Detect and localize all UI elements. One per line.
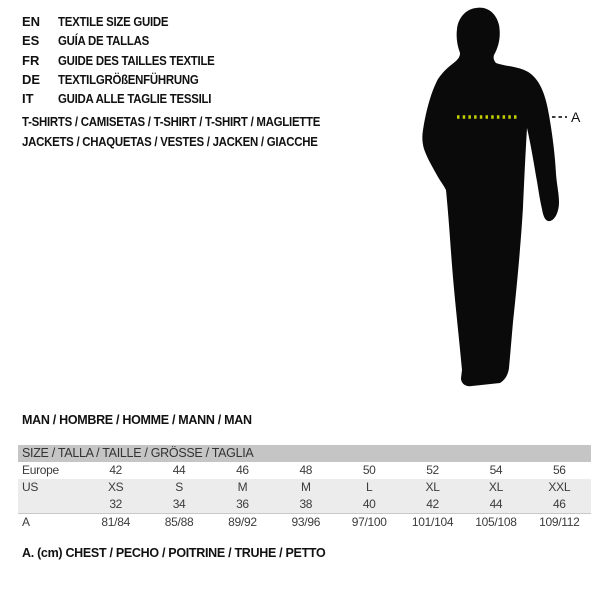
language-label: GUIDA ALLE TAGLIE TESSILI — [58, 91, 212, 107]
table-cell: 40 — [362, 497, 376, 511]
table-cell: M — [300, 480, 311, 494]
measure-label-a: A — [571, 109, 581, 125]
language-code: DE — [22, 72, 41, 88]
table-cell: XL — [425, 480, 440, 494]
table-cell: 97/100 — [351, 515, 387, 529]
table-cell: 81/84 — [101, 515, 130, 529]
language-label: TEXTILE SIZE GUIDE — [58, 14, 169, 30]
category-lines — [22, 112, 361, 151]
man-silhouette — [422, 8, 559, 387]
size-table — [18, 445, 591, 531]
language-label: GUÍA DE TALLAS — [58, 33, 149, 49]
table-cell: 50 — [362, 463, 376, 477]
language-label: GUIDE DES TAILLES TEXTILE — [58, 52, 215, 68]
table-cell: 42 — [109, 463, 123, 477]
man-silhouette-svg — [390, 0, 600, 400]
category-jackets — [22, 132, 361, 152]
table-cell: 46 — [236, 463, 249, 477]
table-cell: 44 — [172, 463, 186, 477]
table-cell: 34 — [172, 497, 186, 511]
row-label: US — [22, 480, 39, 494]
table-cell: S — [175, 480, 183, 494]
language-code: IT — [22, 91, 34, 107]
measurement-footnote-text: A. (cm) CHEST / PECHO / POITRINE / TRUHE / PETTO — [22, 546, 326, 560]
category-tshirts-label: T-SHIRTS / CAMISETAS / T-SHIRT / T-SHIRT / MAGLIETTE — [22, 114, 321, 130]
table-row-chest-cm — [18, 513, 591, 531]
table-cell: 38 — [299, 497, 313, 511]
table-header-text: SIZE / TALLA / TAILLE / GRÖSSE / TAGLIA — [22, 446, 254, 460]
table-cell: 56 — [552, 463, 566, 477]
row-label — [18, 496, 84, 513]
table-header — [18, 445, 591, 462]
table-cell: 48 — [299, 463, 313, 477]
language-code: FR — [22, 52, 40, 68]
row-label: A — [22, 515, 30, 529]
row-label: Europe — [22, 463, 59, 477]
table-cell: 101/104 — [411, 515, 454, 529]
table-cell: 109/112 — [539, 515, 580, 529]
table-cell: 54 — [489, 463, 503, 477]
category-tshirts — [22, 112, 361, 132]
table-cell: M — [237, 480, 248, 494]
table-cell: 36 — [236, 497, 249, 511]
table-cell: 105/108 — [475, 515, 517, 529]
language-row-it — [22, 89, 236, 108]
table-cell: XS — [107, 480, 124, 494]
table-cell: XL — [488, 480, 503, 494]
language-code: ES — [22, 33, 40, 49]
table-cell: 46 — [552, 497, 566, 511]
category-jackets-label: JACKETS / CHAQUETAS / VESTES / JACKEN / GIACCHE — [22, 133, 318, 149]
table-cell: 93/96 — [291, 515, 321, 529]
language-row-en — [22, 12, 236, 31]
table-row-numeric — [18, 496, 591, 513]
language-code: EN — [22, 14, 41, 30]
language-row-de — [22, 70, 236, 89]
size-guide-figure — [390, 0, 600, 400]
table-cell: 42 — [426, 497, 439, 511]
table-cell: 85/88 — [164, 515, 194, 529]
table-cell: 89/92 — [228, 515, 257, 529]
section-title-text: MAN / HOMBRE / HOMME / MANN / MAN — [22, 413, 252, 427]
table-cell: 52 — [426, 463, 439, 477]
table-cell: XXL — [548, 480, 571, 494]
language-row-es — [22, 31, 236, 50]
table-cell: 32 — [109, 497, 123, 511]
table-row-europe — [18, 462, 591, 479]
table-row-us — [18, 479, 591, 496]
table-cell: 44 — [489, 497, 503, 511]
measurement-footnote — [22, 546, 325, 560]
language-row-fr — [22, 51, 236, 70]
table-cell: L — [366, 480, 373, 494]
section-title — [22, 413, 252, 427]
language-list — [22, 12, 236, 108]
language-label: TEXTILGRÖßENFÜHRUNG — [58, 72, 199, 88]
